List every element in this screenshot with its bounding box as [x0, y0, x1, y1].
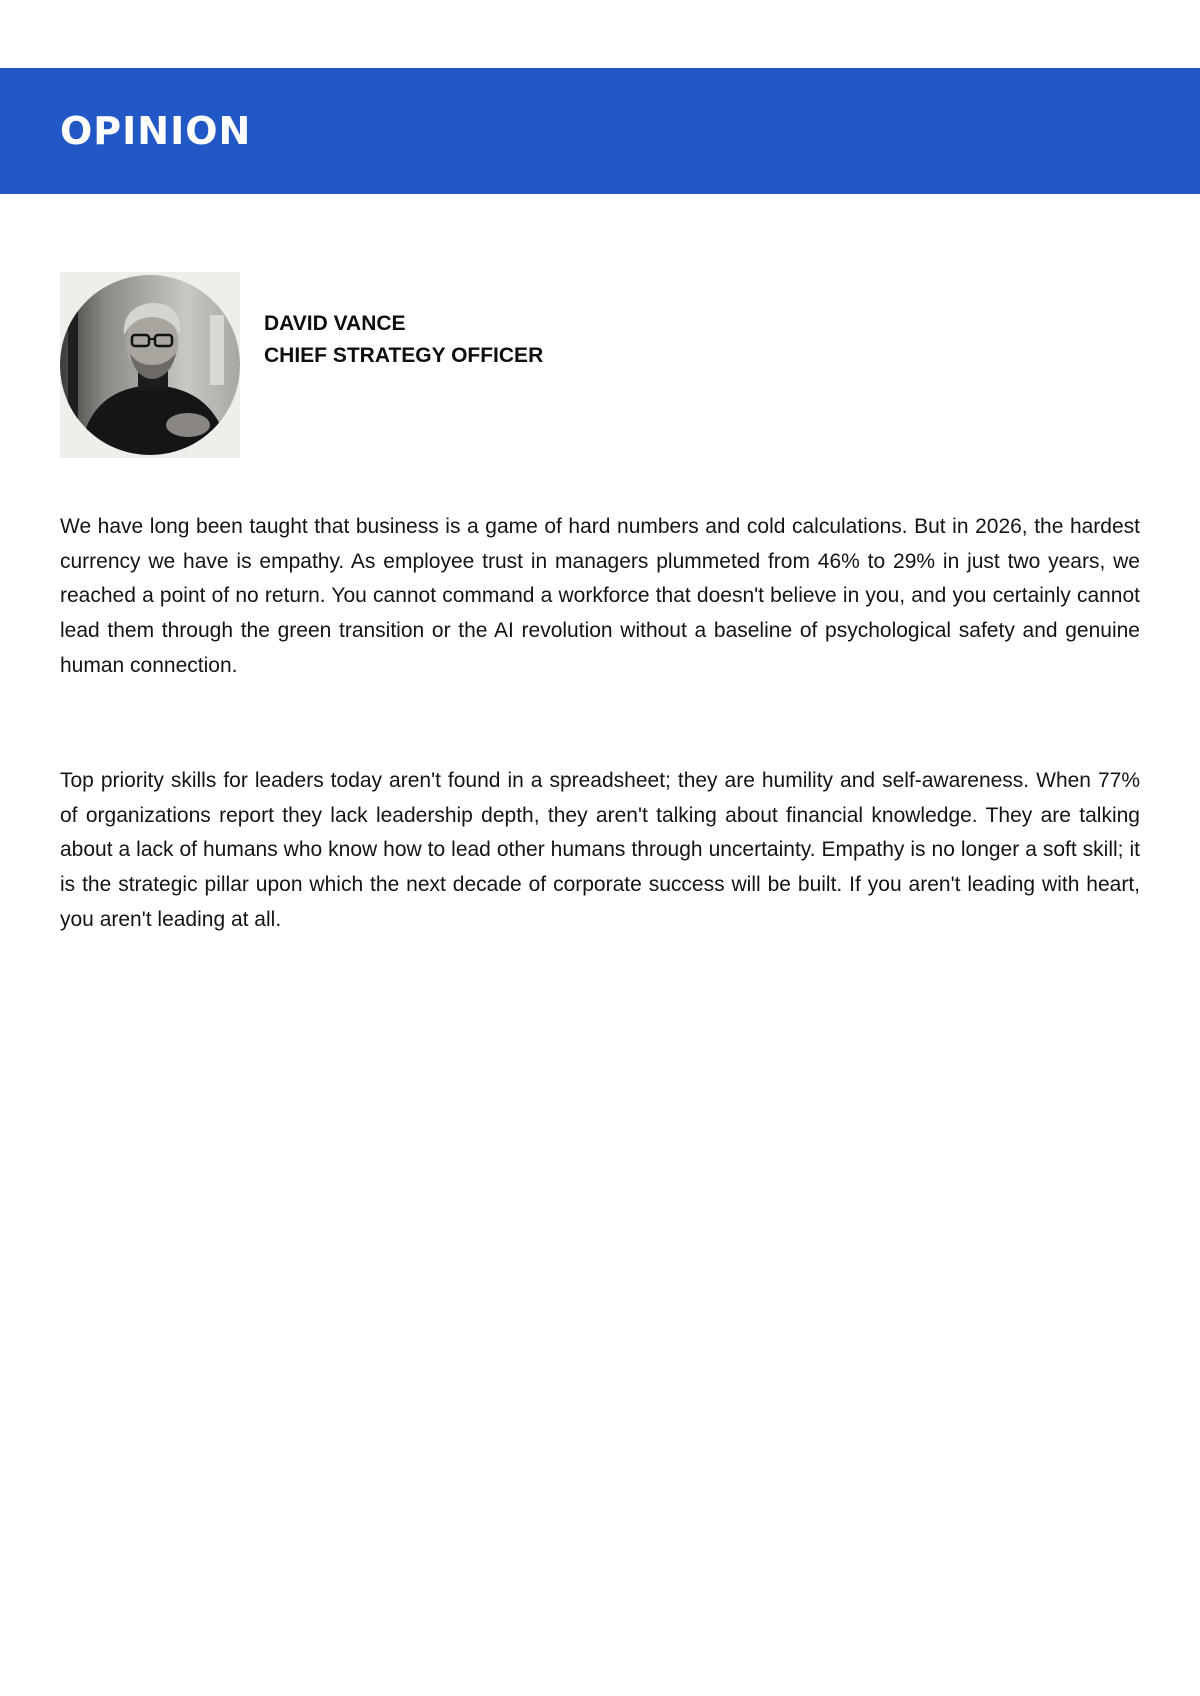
author-block [60, 272, 1140, 458]
author-info [264, 308, 543, 372]
author-photo-frame [60, 272, 240, 458]
section-title: OPINION [60, 109, 252, 153]
author-photo [60, 275, 240, 455]
section-banner [0, 68, 1200, 194]
author-name: DAVID VANCE [264, 312, 406, 335]
article-paragraph-2: Top priority skills for leaders today aren't found in a spreadsheet; they are humility and self-awareness. When 77% of organizations report they lack leadership depth, they aren't talking about financial knowledge. They are talking about a lack of humans who know how to lead other humans through uncertainty. Empathy is no longer a soft skill; it is the strategic pillar upon which the next decade of corporate success will be built. If you aren't leading with heart, you aren't leading at all. [60, 769, 1140, 931]
portrait-photo-icon [60, 275, 240, 455]
author-title: CHIEF STRATEGY OFFICER [264, 344, 544, 367]
article-paragraph-1: We have long been taught that business is a game of hard numbers and cold calculations. But in 2026, the hardest currency we have is empathy. As employee trust in managers plummeted from 46% to 29% in just two years, we reached a point of no return. You cannot command a workforce that doesn't believe in you, and you certainly cannot lead them through the green transition or the AI revolution without a baseline of psychological safety and genuine human connection. [60, 515, 1140, 677]
